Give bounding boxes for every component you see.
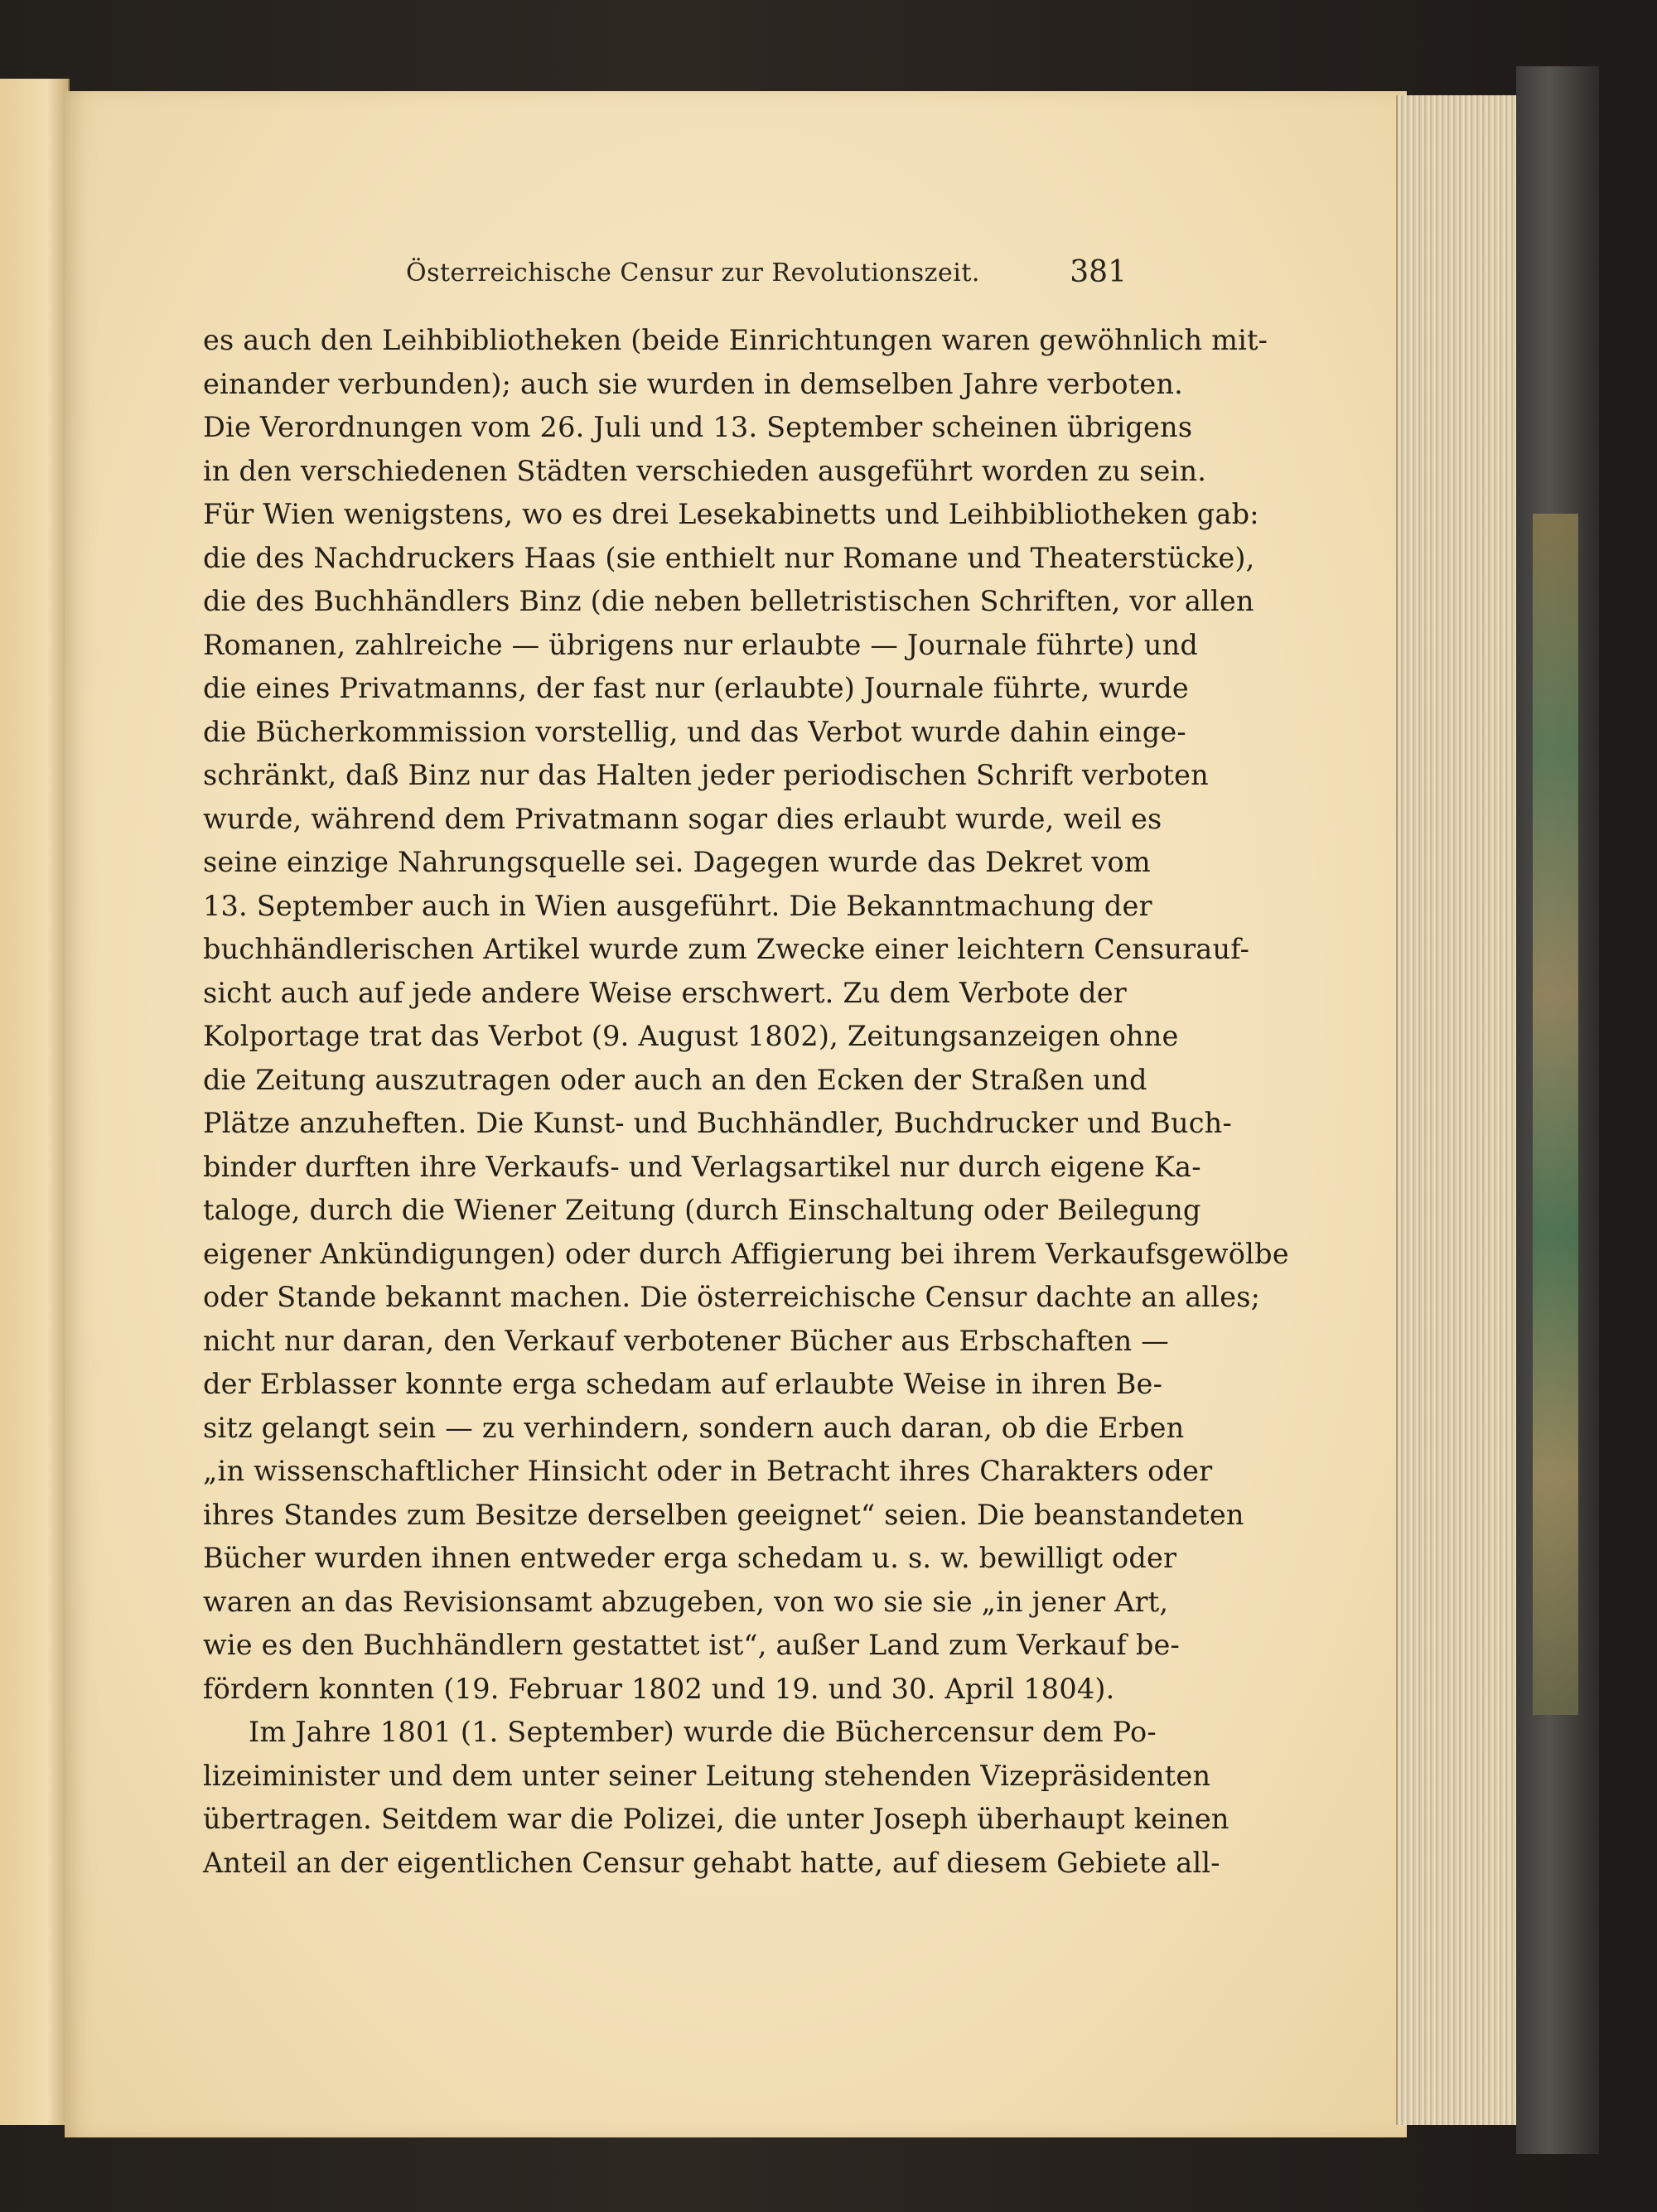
text-line: schränkt, daß Binz nur das Halten jeder periodischen Schrift verboten <box>203 759 1209 791</box>
text-line: einander verbunden); auch sie wurden in demselben Jahre verboten. <box>203 367 1184 400</box>
page-number: 381 <box>1070 255 1127 289</box>
text-line: taloge, durch die Wiener Zeitung (durch Einschaltung oder Beilegung <box>203 1194 1201 1226</box>
text-line: Im Jahre 1801 (1. September) wurde die Büchercensur dem Po- <box>249 1716 1157 1748</box>
text-line: buchhändlerischen Artikel wurde zum Zwecke einer leichtern Censurauf- <box>203 933 1250 965</box>
previous-page-edge <box>0 79 70 2125</box>
page-header <box>203 255 1127 305</box>
text-line: Plätze anzuheften. Die Kunst- und Buchhändler, Buchdrucker und Buch- <box>203 1107 1232 1139</box>
text-line: Romanen, zahlreiche — übrigens nur erlaubte — Journale führte) und <box>203 628 1198 661</box>
text-line: Bücher wurden ihnen entweder erga schedam u. s. w. bewilligt oder <box>203 1542 1177 1574</box>
text-line: ihres Standes zum Besitze derselben geeignet“ seien. Die beanstandeten <box>203 1498 1244 1531</box>
text-line: wie es den Buchhändlern gestattet ist“, außer Land zum Verkauf be- <box>203 1629 1181 1661</box>
text-line: seine einzige Nahrungsquelle sei. Dagegen wurde das Dekret vom <box>203 846 1151 878</box>
text-line: 13. September auch in Wien ausgeführt. Die Bekanntmachung der <box>203 889 1152 922</box>
text-line: oder Stande bekannt machen. Die österreichische Censur dachte an alles; <box>203 1281 1261 1313</box>
text-line: es auch den Leihbibliotheken (beide Einrichtungen waren gewöhnlich mit- <box>203 324 1268 356</box>
text-line: eigener Ankündigungen) oder durch Affigierung bei ihrem Verkaufsgewölbe <box>203 1237 1289 1270</box>
text-line: Die Verordnungen vom 26. Juli und 13. September scheinen übrigens <box>203 411 1193 443</box>
page-stack-edges <box>1396 95 1518 2125</box>
text-line: die des Buchhändlers Binz (die neben belletristischen Schriften, vor allen <box>203 585 1254 617</box>
body-text <box>203 319 1289 1885</box>
text-line: übertragen. Seitdem war die Polizei, die unter Joseph überhaupt keinen <box>203 1803 1229 1835</box>
text-line: Anteil an der eigentlichen Censur gehabt hatte, auf diesem Gebiete all- <box>203 1846 1220 1879</box>
running-title: Österreichische Censur zur Revolutionszeit. <box>406 258 980 287</box>
text-line: wurde, während dem Privatmann sogar dies erlaubt wurde, weil es <box>203 802 1162 835</box>
text-line: lizeiminister und dem unter seiner Leitung stehenden Vizepräsidenten <box>203 1759 1211 1792</box>
text-line: die eines Privatmanns, der fast nur (erlaubte) Journale führte, wurde <box>203 672 1189 704</box>
text-line: „in wissenschaftlicher Hinsicht oder in Betracht ihres Charakters oder <box>203 1455 1213 1487</box>
text-line: der Erblasser konnte erga schedam auf erlaubte Weise in ihren Be- <box>203 1368 1163 1400</box>
text-line: Kolportage trat das Verbot (9. August 1802), Zeitungsanzeigen ohne <box>203 1020 1179 1052</box>
text-line: in den verschiedenen Städten verschieden ausgeführt worden zu sein. <box>203 454 1207 487</box>
text-line: sitz gelangt sein — zu verhindern, sondern auch daran, ob die Erben <box>203 1411 1185 1444</box>
text-line: waren an das Revisionsamt abzugeben, von wo sie sie „in jener Art, <box>203 1585 1169 1618</box>
text-line: sicht auch auf jede andere Weise erschwert. Zu dem Verbote der <box>203 976 1127 1009</box>
text-line: Für Wien wenigstens, wo es drei Lesekabinetts und Leihbibliotheken gab: <box>203 498 1259 530</box>
text-line: die des Nachdruckers Haas (sie enthielt nur Romane und Theaterstücke), <box>203 541 1255 574</box>
text-line: die Bücherkommission vorstellig, und das Verbot wurde dahin einge- <box>203 715 1186 748</box>
text-line: fördern konnten (19. Februar 1802 und 19. und 30. April 1804). <box>203 1672 1115 1705</box>
text-line: binder durften ihre Verkaufs- und Verlagsartikel nur durch eigene Ka- <box>203 1150 1201 1183</box>
text-line: die Zeitung auszutragen oder auch an den Ecken der Straßen und <box>203 1063 1147 1096</box>
text-line: nicht nur daran, den Verkauf verbotener Bücher aus Erbschaften — <box>203 1324 1169 1357</box>
marbled-edge <box>1533 514 1578 1715</box>
